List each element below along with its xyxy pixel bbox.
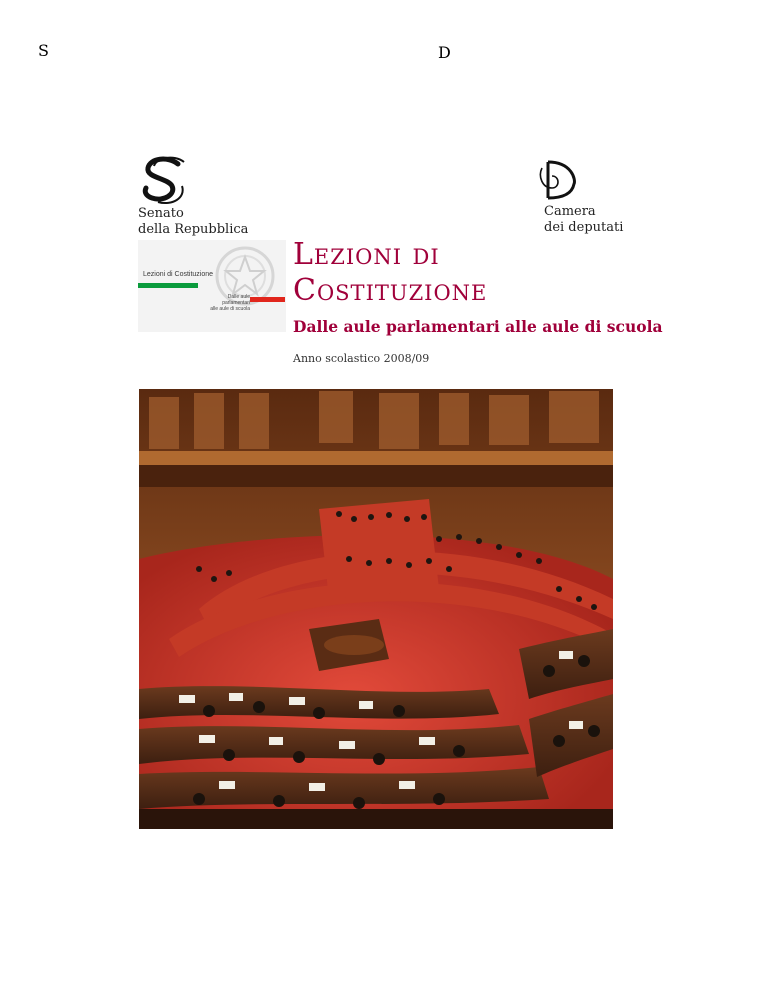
senato-line2: della Repubblica	[138, 222, 249, 237]
camera-logo	[438, 43, 578, 202]
emblem-sub-line2: alle aule di scuola	[210, 306, 250, 312]
senato-logo	[38, 41, 194, 206]
flag-bar-green	[138, 283, 198, 288]
title-line2: Costituzione	[293, 273, 488, 308]
svg-text:S: S	[38, 41, 49, 60]
svg-text:D: D	[438, 43, 451, 62]
emblem-label: Lezioni di Costituzione	[143, 271, 214, 278]
title-line1: Lezioni di	[293, 237, 440, 272]
subtitle: Dalle aule parlamentari alle aule di scuola	[293, 317, 663, 336]
camera-line1: Camera	[544, 204, 596, 219]
camera-line2: dei deputati	[544, 220, 624, 235]
page-title	[293, 237, 487, 309]
senate-chamber-photo	[139, 389, 613, 829]
senato-name	[138, 206, 248, 238]
flag-bar-red	[250, 297, 285, 302]
school-year: Anno scolastico 2008/09	[293, 352, 430, 365]
senato-line1: Senato	[138, 206, 184, 221]
emblem-sub	[200, 294, 250, 312]
emblem-sub-line1: Dalle aule parlamentari	[222, 294, 250, 306]
camera-name	[544, 204, 623, 236]
